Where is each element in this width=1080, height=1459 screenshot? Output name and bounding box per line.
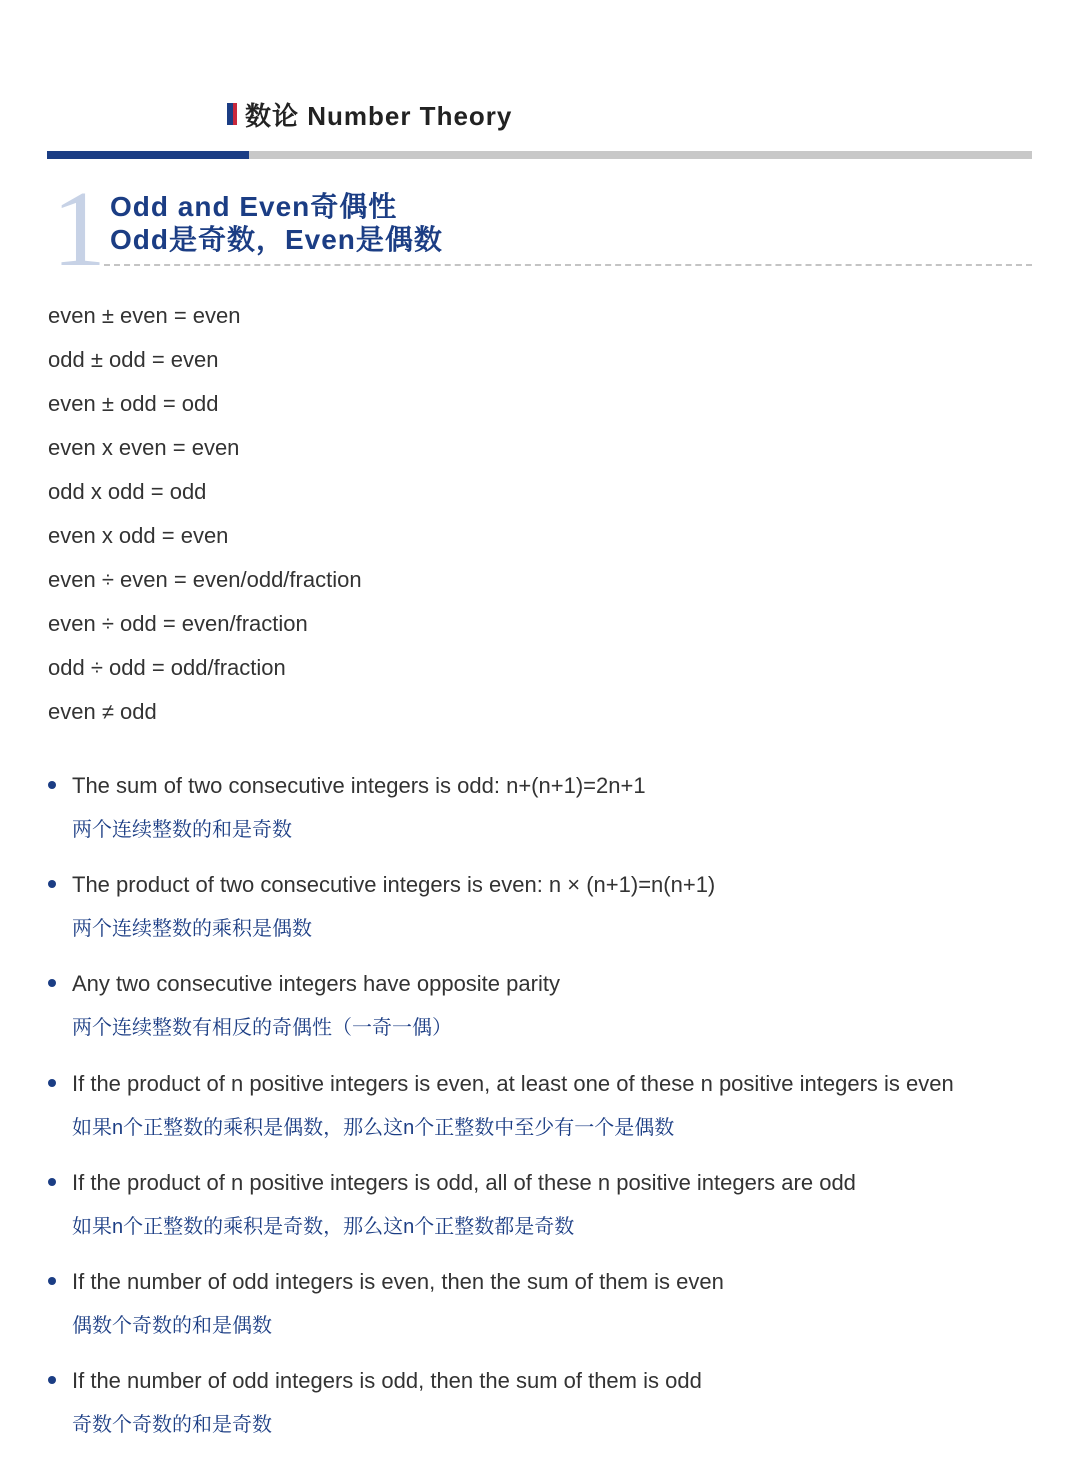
parity-rule: odd ± odd = even [48, 347, 219, 372]
fact-item [48, 1161, 1038, 1260]
fact-chinese: 两个连续整数的乘积是偶数 [72, 918, 312, 941]
fact-english: Any two consecutive integers have opposite parity [72, 971, 560, 997]
fact-english: If the number of odd integers is odd, then the sum of them is odd [72, 1368, 702, 1394]
fact-chinese: 两个连续整数有相反的奇偶性（一奇一偶） [72, 1017, 452, 1040]
parity-rule: even ± even = even [48, 303, 241, 328]
fact-chinese: 如果n个正整数的乘积是偶数，那么这n个正整数中至少有一个是偶数 [72, 1116, 675, 1139]
bullet-icon [48, 781, 56, 789]
fact-english: If the product of n positive integers is odd, all of these n positive integers are odd [72, 1169, 856, 1195]
section-title-line-2: Odd是奇数，Even是偶数 [110, 224, 443, 255]
fact-item [48, 1260, 1038, 1359]
bullet-icon [48, 1376, 56, 1384]
parity-facts-list [48, 764, 1038, 1458]
section-title [110, 190, 443, 256]
parity-rule: even ÷ odd = even/fraction [48, 611, 308, 636]
parity-rule: odd ÷ odd = odd/fraction [48, 655, 286, 680]
bullet-icon [48, 880, 56, 888]
page-header [227, 96, 512, 132]
bullet-icon [48, 979, 56, 987]
section-divider [104, 264, 1032, 266]
progress-bar [47, 151, 1032, 159]
bullet-icon [48, 1277, 56, 1285]
progress-bar-fill [47, 151, 249, 159]
fact-english: The product of two consecutive integers is even: n × (n+1)=n(n+1) [72, 872, 716, 898]
fact-chinese: 如果n个正整数的乘积是奇数，那么这n个正整数都是奇数 [72, 1215, 575, 1238]
fact-item [48, 863, 1038, 962]
fact-english: The sum of two consecutive integers is odd: n+(n+1)=2n+1 [72, 773, 646, 798]
fact-english: If the product of n positive integers is even, at least one of these n positive integers is even [72, 1070, 954, 1096]
fact-item [48, 962, 1038, 1061]
parity-rule: even ≠ odd [48, 699, 157, 724]
fact-item [48, 1062, 1038, 1161]
fact-item [48, 764, 1038, 863]
section-title-line-1: Odd and Even奇偶性 [110, 191, 398, 222]
fact-english: If the number of odd integers is even, then the sum of them is even [72, 1268, 724, 1294]
section-number: 1 [52, 170, 106, 289]
fact-item [48, 1359, 1038, 1458]
flag-icon [227, 103, 237, 125]
fact-chinese: 奇数个奇数的和是奇数 [72, 1414, 272, 1437]
parity-rule: odd x odd = odd [48, 479, 207, 504]
parity-rule: even x odd = even [48, 523, 229, 548]
parity-rules-list [48, 294, 362, 734]
parity-rule: even x even = even [48, 435, 240, 460]
parity-rule: even ± odd = odd [48, 391, 219, 416]
parity-rule: even ÷ even = even/odd/fraction [48, 567, 362, 592]
bullet-icon [48, 1079, 56, 1087]
fact-chinese: 偶数个奇数的和是偶数 [72, 1314, 272, 1337]
header-title: 数论 Number Theory [245, 100, 513, 131]
bullet-icon [48, 1178, 56, 1186]
fact-chinese: 两个连续整数的和是奇数 [72, 819, 292, 841]
